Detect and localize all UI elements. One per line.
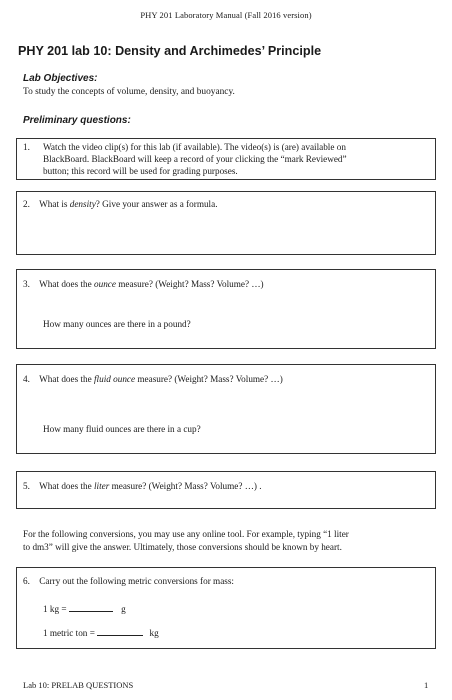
conversion-ton-answer-blank[interactable] bbox=[97, 626, 143, 636]
conversion-note-line-2: to dm3” will give the answer. Ultimately, those conversions should be known by heart. bbox=[23, 541, 342, 552]
question-3-box[interactable] bbox=[16, 269, 436, 349]
question-2-pre: What is bbox=[39, 199, 70, 209]
conversion-row-ton bbox=[43, 626, 159, 639]
question-5-post: measure? (Weight? Mass? Volume? …) . bbox=[109, 481, 262, 491]
question-2-text bbox=[39, 199, 217, 209]
question-6-text: Carry out the following metric conversions for mass: bbox=[39, 576, 234, 586]
question-1-line-1: Watch the video clip(s) for this lab (if available). The video(s) is (are) available on bbox=[43, 142, 346, 152]
question-5-number: 5. bbox=[23, 481, 30, 491]
page-header: PHY 201 Laboratory Manual (Fall 2016 version) bbox=[140, 10, 312, 20]
question-5-pre: What does the bbox=[39, 481, 94, 491]
footer-section-label: Lab 10: PRELAB QUESTIONS bbox=[23, 680, 134, 690]
page-title: PHY 201 lab 10: Density and Archimedes’ Principle bbox=[18, 44, 322, 58]
question-1-box bbox=[16, 138, 436, 180]
conversion-ton-label: 1 metric ton = bbox=[43, 628, 95, 638]
question-3-subquestion: How many ounces are there in a pound? bbox=[43, 319, 191, 329]
question-3-term: ounce bbox=[94, 279, 116, 289]
conversion-ton-unit: kg bbox=[149, 628, 159, 638]
question-5-term: liter bbox=[94, 481, 110, 491]
conversion-kg-answer-blank[interactable] bbox=[69, 602, 113, 612]
question-6-box bbox=[16, 567, 436, 649]
question-1-number: 1. bbox=[23, 142, 30, 152]
conversion-note bbox=[23, 528, 433, 553]
question-2-number: 2. bbox=[23, 199, 30, 209]
question-1-line-3: button; this record will be used for grading purposes. bbox=[43, 166, 238, 176]
objectives-text: To study the concepts of volume, density, and buoyancy. bbox=[23, 87, 235, 97]
question-2-term: density bbox=[69, 199, 96, 209]
page-number: 1 bbox=[424, 680, 429, 690]
question-3-text bbox=[39, 279, 263, 289]
question-4-box[interactable] bbox=[16, 364, 436, 454]
question-4-number: 4. bbox=[23, 374, 30, 384]
question-1-text bbox=[43, 141, 428, 177]
question-2-box[interactable] bbox=[16, 191, 436, 255]
objectives-heading: Lab Objectives: bbox=[23, 73, 98, 84]
question-4-term: fluid ounce bbox=[94, 374, 136, 384]
question-5-text bbox=[39, 481, 261, 491]
question-4-subquestion: How many fluid ounces are there in a cup? bbox=[43, 424, 201, 434]
question-4-pre: What does the bbox=[39, 374, 94, 384]
conversion-note-line-1: For the following conversions, you may use any online tool. For example, typing “1 liter bbox=[23, 529, 349, 539]
question-3-post: measure? (Weight? Mass? Volume? …) bbox=[115, 279, 264, 289]
question-2-post: ? Give your answer as a formula. bbox=[95, 199, 218, 209]
conversion-row-kg bbox=[43, 602, 126, 615]
question-1-line-2: BlackBoard. BlackBoard will keep a record of your clicking the “mark Reviewed” bbox=[43, 154, 347, 164]
question-6-number: 6. bbox=[23, 576, 30, 586]
question-3-pre: What does the bbox=[39, 279, 94, 289]
question-4-post: measure? (Weight? Mass? Volume? …) bbox=[135, 374, 283, 384]
conversion-kg-label: 1 kg = bbox=[43, 604, 67, 614]
preliminary-heading: Preliminary questions: bbox=[23, 115, 131, 126]
question-4-text bbox=[39, 374, 283, 384]
question-5-box[interactable] bbox=[16, 471, 436, 509]
question-3-number: 3. bbox=[23, 279, 30, 289]
conversion-kg-unit: g bbox=[121, 604, 126, 614]
